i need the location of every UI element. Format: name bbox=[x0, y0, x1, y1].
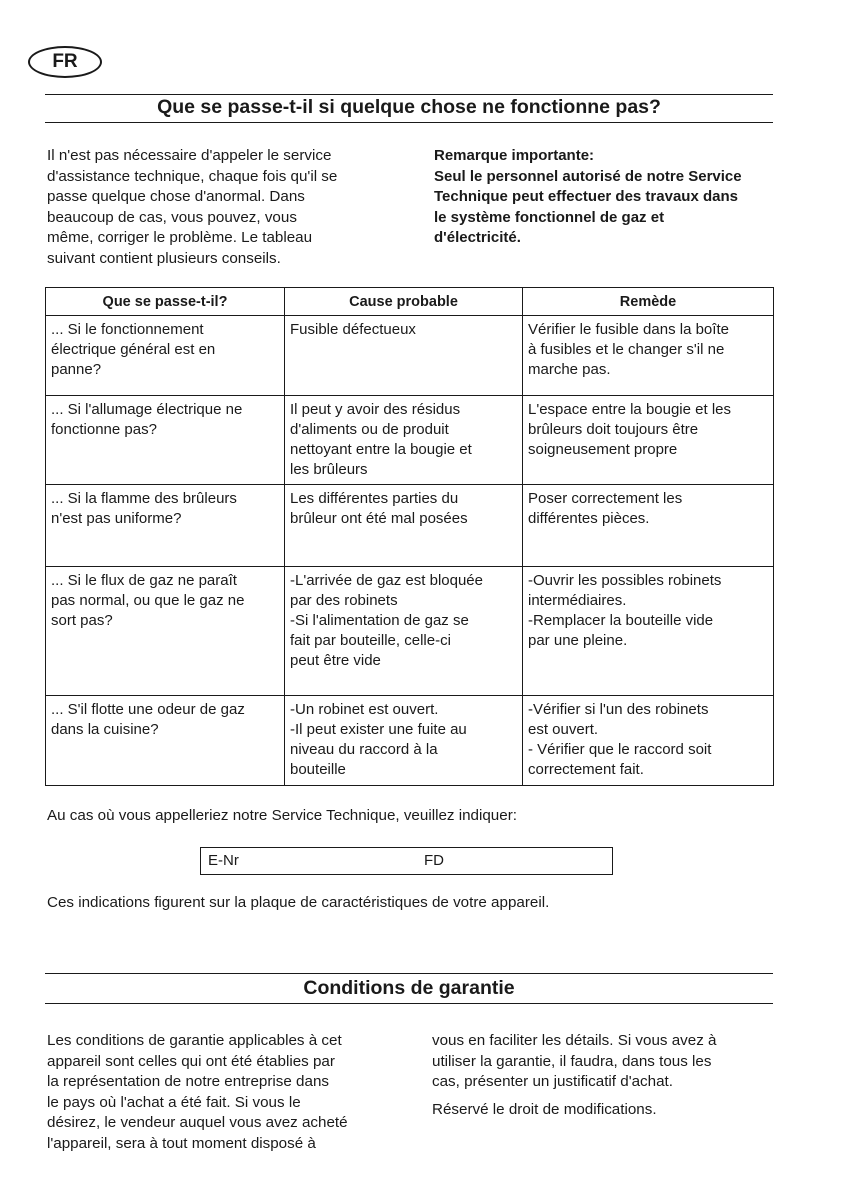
remedy-cell: L'espace entre la bougie et les brûleurs doit toujours être soigneusement propre bbox=[523, 396, 774, 485]
problem-cell: ... Si le flux de gaz ne paraît pas normal, ou que le gaz ne sort pas? bbox=[46, 567, 285, 696]
reserved-rights-text: Réservé le droit de modifications. bbox=[432, 1101, 657, 1118]
table-row bbox=[46, 567, 774, 696]
problem-cell: ... Si l'allumage électrique ne fonctionne pas? bbox=[46, 396, 285, 485]
cause-cell: Les différentes parties du brûleur ont été mal posées bbox=[285, 485, 523, 567]
language-badge: FR bbox=[28, 46, 102, 78]
warranty-title: Conditions de garantie bbox=[303, 977, 515, 999]
e-nr-fd-box bbox=[200, 847, 613, 875]
remedy-cell: -Ouvrir les possibles robinets intermédiaires. -Remplacer la bouteille vide par une pleine. bbox=[523, 567, 774, 696]
column-header-problem: Que se passe-t-il? bbox=[46, 288, 285, 316]
cause-cell: Fusible défectueux bbox=[285, 316, 523, 396]
table-row bbox=[46, 396, 774, 485]
warranty-rule-top bbox=[45, 973, 773, 974]
title-rule-top bbox=[45, 94, 773, 95]
column-header-remedy: Remède bbox=[523, 288, 774, 316]
warranty-right-paragraph: vous en faciliter les détails. Si vous avez à utiliser la garantie, il faudra, dans tous les cas, présenter un justificatif d'achat. bbox=[432, 1032, 717, 1090]
e-nr-label: E-Nr bbox=[208, 852, 239, 869]
table-row bbox=[46, 696, 774, 786]
title-rule-bottom bbox=[45, 122, 773, 123]
troubleshooting-table bbox=[45, 287, 774, 786]
table-header-row bbox=[46, 288, 774, 316]
fd-label: FD bbox=[424, 852, 444, 869]
problem-cell: ... Si la flamme des brûleurs n'est pas uniforme? bbox=[46, 485, 285, 567]
cause-cell: Il peut y avoir des résidus d'aliments ou de produit nettoyant entre la bougie et les brûleurs bbox=[285, 396, 523, 485]
table-row bbox=[46, 485, 774, 567]
remedy-cell: Poser correctement les différentes pièces. bbox=[523, 485, 774, 567]
important-note: Remarque importante: Seul le personnel autorisé de notre Service Technique peut effectuer des travaux dans le système fonctionnel de gaz et d'électricité. bbox=[434, 147, 742, 246]
service-call-text: Au cas où vous appelleriez notre Service Technique, veuillez indiquer: bbox=[47, 807, 517, 824]
intro-paragraph: Il n'est pas nécessaire d'appeler le service d'assistance technique, chaque fois qu'il se passe quelque chose d'anormal. Dans beaucoup de cas, vous pouvez, vous même, corriger le problème. Le tableau suivant contient plusieurs conseils. bbox=[47, 147, 338, 267]
column-header-cause: Cause probable bbox=[285, 288, 523, 316]
cause-cell: -Un robinet est ouvert. -Il peut exister une fuite au niveau du raccord à la bouteille bbox=[285, 696, 523, 786]
problem-cell: ... Si le fonctionnement électrique général est en panne? bbox=[46, 316, 285, 396]
warranty-rule-bottom bbox=[45, 1003, 773, 1004]
remedy-cell: -Vérifier si l'un des robinets est ouvert. - Vérifier que le raccord soit correctement fait. bbox=[523, 696, 774, 786]
problem-cell: ... S'il flotte une odeur de gaz dans la cuisine? bbox=[46, 696, 285, 786]
troubleshooting-title: Que se passe-t-il si quelque chose ne fonctionne pas? bbox=[157, 96, 661, 118]
warranty-left-paragraph: Les conditions de garantie applicables à cet appareil sont celles qui ont été établies par la représentation de notre entreprise dans le pays où l'achat a été fait. Si vous le désirez, le vendeur auquel vous avez acheté l'appareil, sera à tout moment disposé à bbox=[47, 1032, 348, 1152]
table-row bbox=[46, 316, 774, 396]
plate-note: Ces indications figurent sur la plaque de caractéristiques de votre appareil. bbox=[47, 894, 550, 911]
remedy-cell: Vérifier le fusible dans la boîte à fusibles et le changer s'il ne marche pas. bbox=[523, 316, 774, 396]
cause-cell: -L'arrivée de gaz est bloquée par des robinets -Si l'alimentation de gaz se fait par bouteille, celle-ci peut être vide bbox=[285, 567, 523, 696]
